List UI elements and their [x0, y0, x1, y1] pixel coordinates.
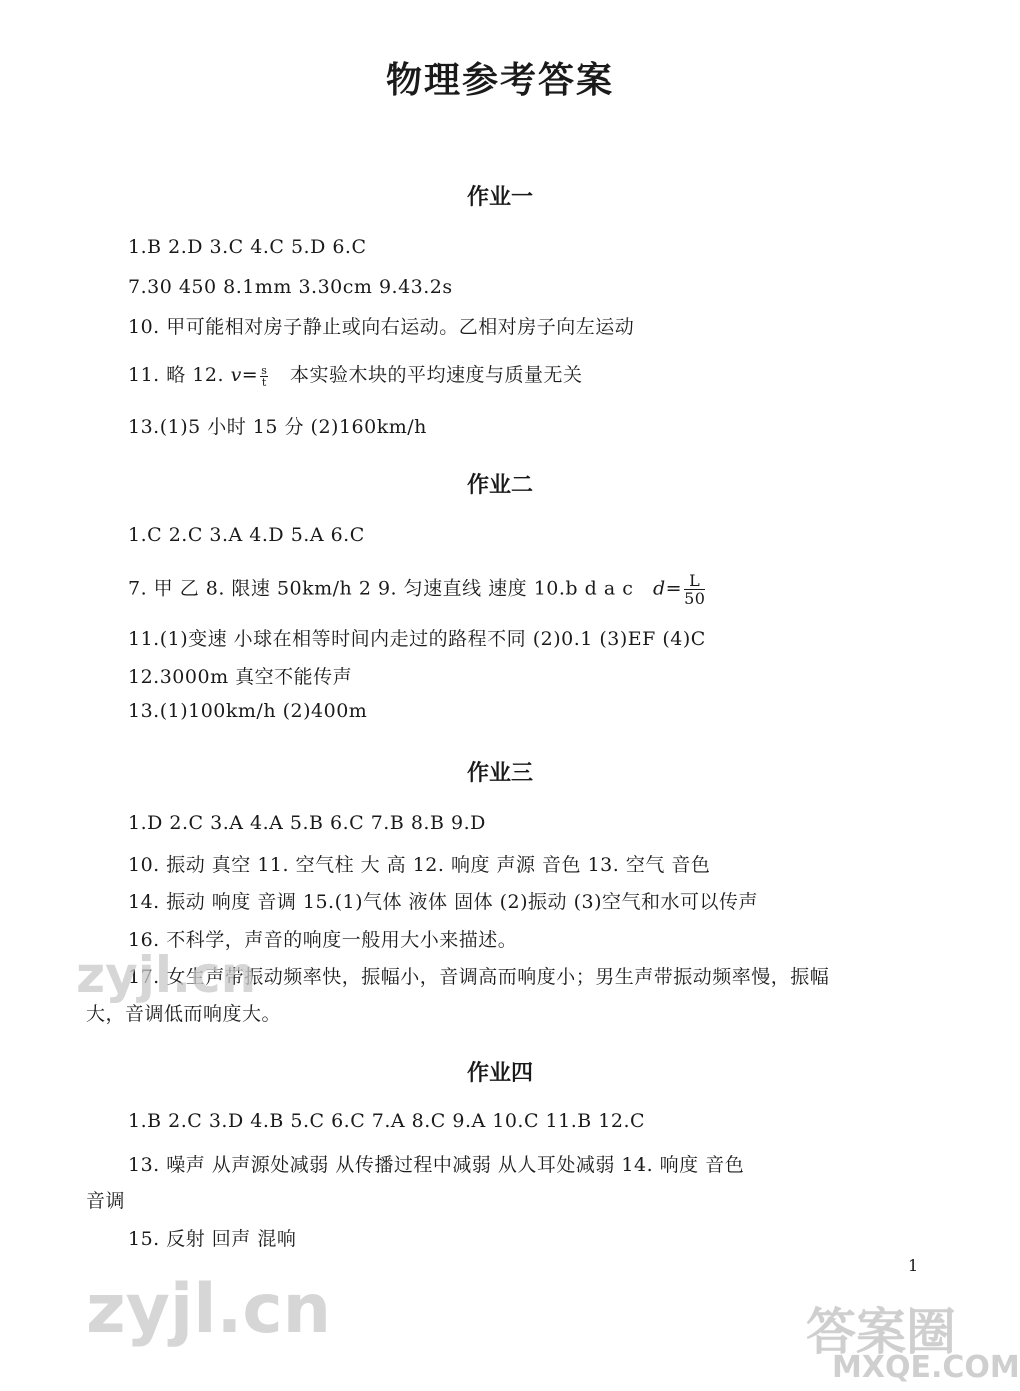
section-heading-2: 作业二: [466, 473, 533, 498]
answer-line: 7.30 450 8.1mm 3.30cm 9.43.2s: [128, 276, 453, 298]
fraction-numerator: L: [684, 572, 705, 590]
section-heading-1: 作业一: [466, 185, 533, 210]
answer-line: 16. 不科学，声音的响度一般用大小来描述。: [128, 929, 518, 951]
answer-line-continued: 大，音调低而响度大。: [86, 1003, 282, 1025]
answer-text: 本实验木块的平均速度与质量无关: [290, 364, 583, 386]
answer-line: 1.B 2.C 3.D 4.B 5.C 6.C 7.A 8.C 9.A 10.C 11.B 12.C: [128, 1110, 646, 1132]
watermark-site: zyjl.cn: [76, 946, 257, 1004]
answer-line-formula: [128, 360, 583, 388]
fraction-denominator: 50: [684, 589, 706, 608]
answer-line: 10. 振动 真空 11. 空气柱 大 高 12. 响度 声源 音色 13. 空气 音色: [128, 854, 711, 876]
section-heading-3: 作业三: [466, 761, 533, 786]
answer-text: 7. 甲 乙 8. 限速 50km/h 2 9. 匀速直线 速度 10.b d a c: [128, 577, 634, 600]
answer-line: 11.(1)变速 小球在相等时间内走过的路程不同 (2)0.1 (3)EF (4)C: [128, 628, 706, 650]
answer-line: 1.B 2.D 3.C 4.C 5.D 6.C: [128, 236, 367, 258]
page-number: 1: [908, 1256, 919, 1275]
answer-line-continued: 音调: [86, 1190, 126, 1212]
answer-line: 13. 噪声 从声源处减弱 从传播过程中减弱 从人耳处减弱 14. 响度 音色: [128, 1154, 745, 1176]
page-title: 物理参考答案: [385, 60, 614, 101]
fraction-numerator: s: [261, 363, 268, 377]
distance-formula: d=: [652, 577, 683, 600]
answer-line: 13.(1)5 小时 15 分 (2)160km/h: [128, 416, 427, 438]
answer-line: 17. 女生声带振动频率快，振幅小，音调高而响度小；男生声带振动频率慢，振幅: [128, 966, 830, 988]
answer-line: 14. 振动 响度 音调 15.(1)气体 液体 固体 (2)振动 (3)空气和水可以传声: [128, 891, 758, 913]
watermark-logo: 答案圈: [806, 1303, 956, 1361]
velocity-formula: v=: [230, 364, 259, 386]
distance-fraction: [684, 572, 705, 607]
answer-line: 12.3000m 真空不能传声: [128, 666, 353, 688]
answer-line: 15. 反射 回声 混响: [128, 1228, 297, 1250]
answer-line: 13.(1)100km/h (2)400m: [128, 700, 368, 722]
answer-line: 1.C 2.C 3.A 4.D 5.A 6.C: [128, 524, 365, 546]
watermark-site: zyjl.cn: [86, 1270, 332, 1349]
section-heading-4: 作业四: [466, 1061, 533, 1086]
fraction-denominator: t: [261, 375, 267, 389]
answer-text: 11. 略 12.: [128, 364, 225, 386]
velocity-fraction: [260, 365, 268, 388]
watermark-url: MXQE.COM: [832, 1350, 1020, 1385]
answer-line-formula: [128, 572, 707, 607]
answer-line: 10. 甲可能相对房子静止或向右运动。乙相对房子向左运动: [128, 316, 635, 338]
answer-line: 1.D 2.C 3.A 4.A 5.B 6.C 7.B 8.B 9.D: [128, 812, 486, 834]
